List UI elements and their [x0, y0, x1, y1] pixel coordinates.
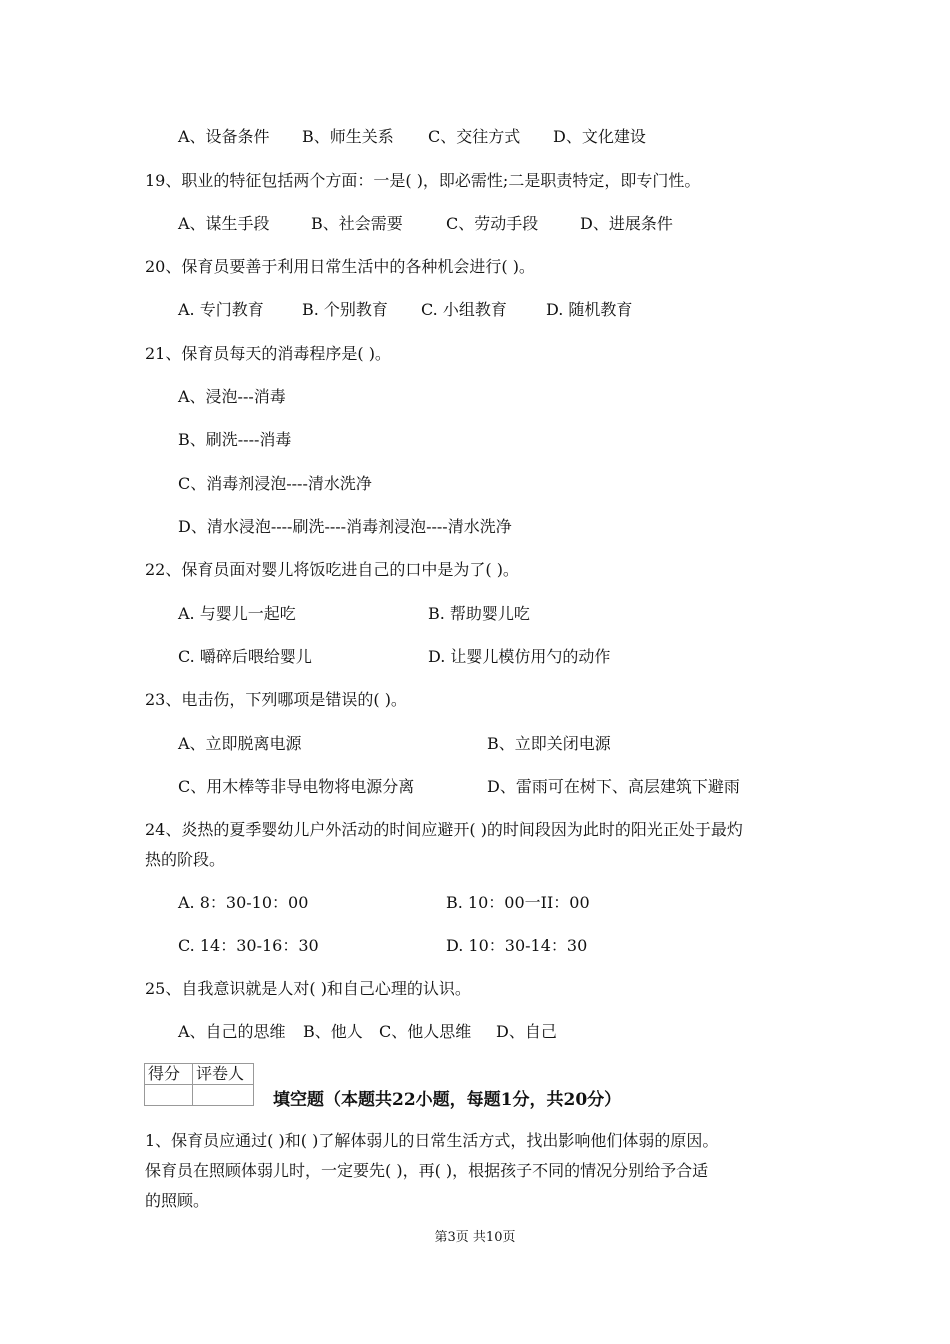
score-table — [144, 1063, 254, 1106]
q25-option-a: A、自己的思维 — [178, 1022, 286, 1041]
q20-option-a: A. 专门教育 — [178, 300, 264, 319]
page-footer: 第3页 共10页 — [434, 1230, 516, 1245]
grader-header: 评卷人 — [193, 1064, 254, 1085]
q18-option-c: C、交往方式 — [428, 127, 521, 146]
q21-option-a: A、浸泡---消毒 — [178, 387, 286, 406]
q24-stem-line1: 24、炎热的夏季婴幼儿户外活动的时间应避开( )的时间段因为此时的阳光正处于最灼 — [145, 820, 743, 839]
q24-option-b: B. 10：00一II：00 — [446, 893, 590, 912]
score-cell — [145, 1085, 193, 1106]
q25-option-b: B、他人 — [303, 1022, 363, 1041]
q19-option-c: C、劳动手段 — [446, 214, 539, 233]
grader-cell — [193, 1085, 254, 1106]
section-title: 填空题（本题共22小题，每题1分，共20分） — [273, 1090, 622, 1110]
q20-option-c: C. 小组教育 — [421, 300, 507, 319]
q24-option-c: C. 14：30-16：30 — [178, 936, 319, 955]
q18-option-a: A、设备条件 — [178, 127, 270, 146]
fill1-line3: 的照顾。 — [145, 1191, 210, 1210]
q22-option-c: C. 嚼碎后喂给婴儿 — [178, 647, 312, 666]
q20-option-d: D. 随机教育 — [546, 300, 633, 319]
q25-option-c: C、他人思维 — [379, 1022, 472, 1041]
fill1-line2: 保育员在照顾体弱儿时，一定要先( )，再( )，根据孩子不同的情况分别给予合适 — [145, 1161, 709, 1180]
q24-option-d: D. 10：30-14：30 — [446, 936, 588, 955]
q19-stem: 19、职业的特征包括两个方面：一是( )，即必需性;二是职责特定，即专门性。 — [145, 171, 701, 190]
q18-option-d: D、文化建设 — [553, 127, 646, 146]
q19-option-b: B、社会需要 — [311, 214, 403, 233]
q24-stem-line2: 热的阶段。 — [145, 850, 226, 869]
q23-option-d: D、雷雨可在树下、高层建筑下避雨 — [487, 777, 740, 796]
q23-option-b: B、立即关闭电源 — [487, 734, 611, 753]
q18-option-b: B、师生关系 — [302, 127, 394, 146]
q20-option-b: B. 个别教育 — [302, 300, 388, 319]
q19-option-a: A、谋生手段 — [178, 214, 270, 233]
q21-option-b: B、刷洗----消毒 — [178, 430, 292, 449]
q23-stem: 23、电击伤，下列哪项是错误的( )。 — [145, 690, 407, 709]
q22-option-a: A. 与婴儿一起吃 — [178, 604, 296, 623]
q22-stem: 22、保育员面对婴儿将饭吃进自己的口中是为了( )。 — [145, 560, 519, 579]
q23-option-a: A、立即脱离电源 — [178, 734, 302, 753]
q22-option-b: B. 帮助婴儿吃 — [428, 604, 530, 623]
q24-option-a: A. 8：30-10：00 — [178, 893, 309, 912]
fill1-line1: 1、保育员应通过( )和( )了解体弱儿的日常生活方式，找出影响他们体弱的原因。 — [145, 1131, 719, 1150]
q19-option-d: D、进展条件 — [580, 214, 673, 233]
q21-stem: 21、保育员每天的消毒程序是( )。 — [145, 344, 391, 363]
q21-option-c: C、消毒剂浸泡----清水洗净 — [178, 474, 372, 493]
score-header: 得分 — [145, 1064, 193, 1085]
q23-option-c: C、用木棒等非导电物将电源分离 — [178, 777, 415, 796]
q25-stem: 25、自我意识就是人对( )和自己心理的认识。 — [145, 979, 471, 998]
q22-option-d: D. 让婴儿模仿用勺的动作 — [428, 647, 611, 666]
q20-stem: 20、保育员要善于利用日常生活中的各种机会进行( )。 — [145, 257, 535, 276]
q25-option-d: D、自己 — [496, 1022, 557, 1041]
q21-option-d: D、清水浸泡----刷洗----消毒剂浸泡----清水洗净 — [178, 517, 512, 536]
